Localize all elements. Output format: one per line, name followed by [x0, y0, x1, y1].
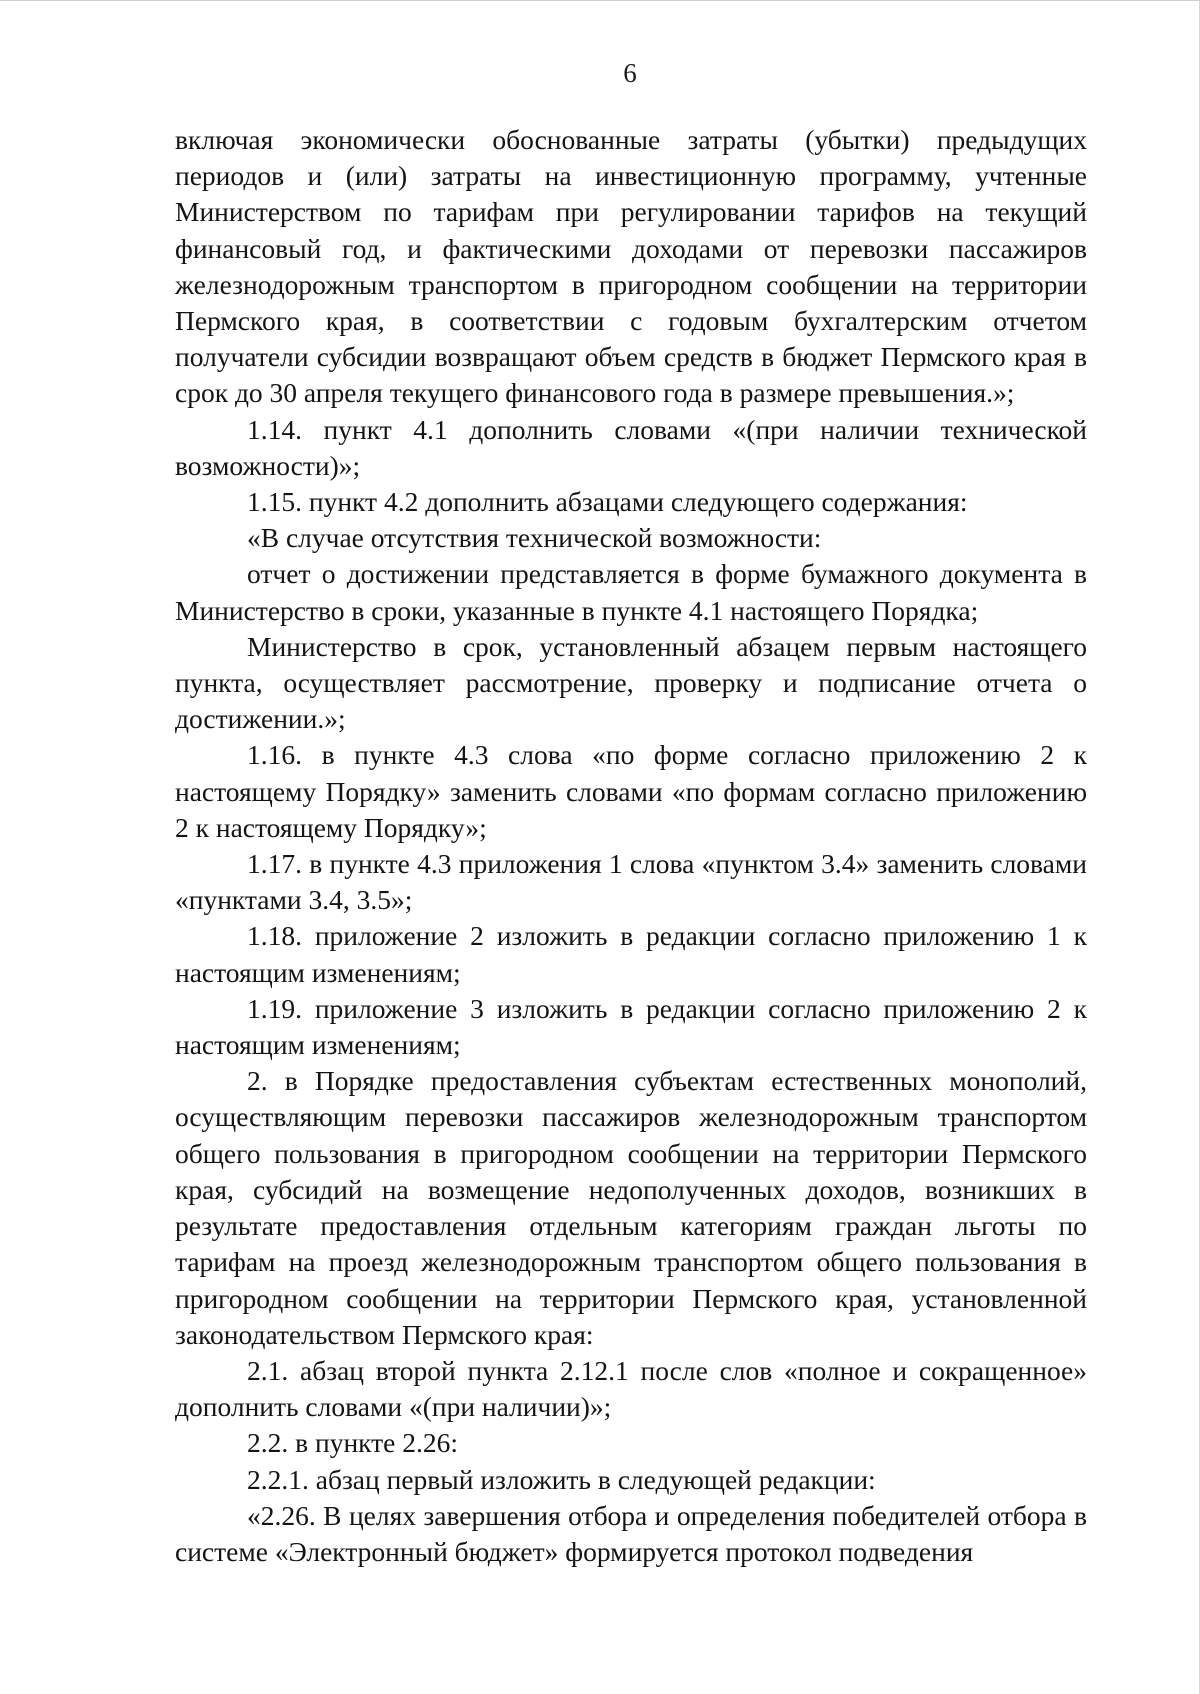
paragraph-ministry-review: Министерство в срок, установленный абзацем первым настоящего пункта, осуществляет рассмотрение, проверку и подписание отчета о достижении.»; [175, 630, 1087, 735]
paragraph-continuation: включая экономически обоснованные затраты (убытки) предыдущих периодов и (или) затраты на инвестиционную программу, учтенные Министерством по тарифам при регулировании тарифов на текущий финансовый год, и фактическими доходами от перевозки пассажиров железнодорожным транспортом в пригородном сообщении на территории Пермского края, в соответствии с годовым бухгалтерским отчетом получатели субсидии возвращают объем средств в бюджет Пермского края в срок до 30 апреля текущего финансового года в размере превышения.»; [175, 124, 1087, 409]
paragraph-item-1-16: 1.16. в пункте 4.3 слова «по форме согласно приложению 2 к настоящему Порядку» заменить словами «по формам согласно приложению 2 к настоящему Порядку»; [175, 739, 1087, 843]
page-number: 6 [623, 58, 637, 88]
paragraph-item-2-26-quote: «2.26. В целях завершения отбора и определения победителей отбора в системе «Электронный бюджет» формируется протокол подведения [175, 1499, 1087, 1567]
paragraph-item-1-15: 1.15. пункт 4.2 дополнить абзацами следующего содержания: [247, 486, 968, 518]
paragraph-item-2-2: 2.2. в пункте 2.26: [247, 1427, 459, 1459]
paragraph-item-1-14: 1.14. пункт 4.1 дополнить словами «(при наличии технической возможности)»; [175, 413, 1087, 481]
paragraph-item-2-1: 2.1. абзац второй пункта 2.12.1 после слов «полное и сокращенное» дополнить словами «(при наличии)»; [175, 1354, 1087, 1423]
paragraph-quote-start: «В случае отсутствия технической возможности: [247, 522, 822, 554]
paragraph-item-1-18: 1.18. приложение 2 изложить в редакции согласно приложению 1 к настоящим изменениям; [175, 920, 1087, 988]
paragraph-item-2-2-1: 2.2.1. абзац первый изложить в следующей редакции: [247, 1463, 876, 1495]
document-body [175, 122, 1087, 1570]
paragraph-item-1-17: 1.17. в пункте 4.3 приложения 1 слова «пунктом 3.4» заменить словами «пунктами 3.4, 3.5»; [175, 848, 1087, 916]
paragraph-report-paper: отчет о достижении представляется в форме бумажного документа в Министерство в сроки, указанные в пункте 4.1 настоящего Порядка; [175, 558, 1087, 626]
paragraph-item-2: 2. в Порядке предоставления субъектам естественных монополий, осуществляющим перевозки пассажиров железнодорожным транспортом общего пользования в пригородном сообщении на территории Пермского края, субсидий на возмещение недополученных доходов, возникших в результате предоставления отдельным категориям граждан льготы по тарифам на проезд железнодорожным транспортом общего пользования в пригородном сообщении на территории Пермского края, установленной законодательством Пермского края: [175, 1065, 1087, 1350]
paragraph-item-1-19: 1.19. приложение 3 изложить в редакции согласно приложению 2 к настоящим изменениям; [175, 992, 1087, 1061]
